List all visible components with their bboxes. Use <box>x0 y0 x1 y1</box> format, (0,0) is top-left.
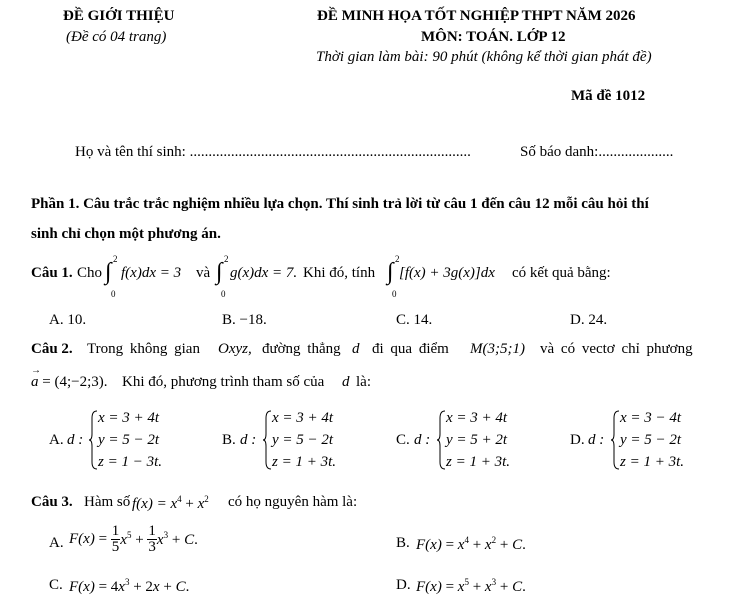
brace-icon <box>436 410 446 470</box>
upper-limit: 2 <box>224 254 229 264</box>
d-colon: d : <box>240 432 257 448</box>
integral-sign: ∫ <box>387 259 394 285</box>
q2-a-x: x = 3 + 4t <box>98 410 160 426</box>
integral-sign: ∫ <box>105 259 112 285</box>
q2-a-z: z = 1 − 3t. <box>98 454 162 470</box>
q2-d-z: z = 1 + 3t. <box>620 454 684 470</box>
q2-d2: d <box>342 374 350 390</box>
q3-option-a-expr: F(x) = $\frac{1}{5}$ $x^5$ + $\frac{1}{3}$ $x^3 + C$. <box>69 523 198 555</box>
q2-option-b-letter[interactable]: B. <box>222 432 236 448</box>
q2-line2: Khi đó, phương trình tham số của <box>122 374 325 390</box>
q3-text: Hàm số <box>84 494 131 510</box>
vector-a: a → <box>31 374 39 390</box>
q2-b-x: x = 3 + 4t <box>272 410 334 426</box>
exam-title: ĐỀ MINH HỌA TỐT NGHIỆP THPT NĂM 2026 <box>317 8 636 24</box>
q2-point: M(3;5;1) <box>470 341 525 357</box>
q2-oxyz: Oxyz, <box>218 341 252 357</box>
q2-d-x: x = 3 − 4t <box>620 410 682 426</box>
frac-num: 1 <box>111 523 120 539</box>
q1-option-b[interactable]: B. −18. <box>222 312 267 328</box>
q3-option-a[interactable]: A. <box>49 535 64 551</box>
brace-icon <box>88 410 98 470</box>
frac-den: 5 <box>111 539 120 555</box>
q3-option-c[interactable]: C. <box>49 577 63 593</box>
part1-title: Phần 1. Câu trắc trắc nghiệm nhiều lựa chọn. Thí sinh trả lời từ câu 1 đến câu 12 mỗi câu hỏi thí <box>31 196 649 212</box>
q2-text: Trong không gian <box>87 341 200 357</box>
q1-expr2: g(x)dx = 7. <box>230 265 298 281</box>
q1-text: Cho <box>77 265 103 281</box>
page-count: (Đề có 04 trang) <box>66 29 167 45</box>
q1-expr3: [f(x) + 3g(x)]dx <box>399 265 495 281</box>
exam-code: Mã đề 1012 <box>571 88 646 104</box>
q2-line2b: là: <box>356 374 371 390</box>
q1-option-a[interactable]: A. 10. <box>49 312 87 328</box>
d-colon: d : <box>67 432 84 448</box>
q2-text-d: và có vectơ chỉ phương <box>540 341 693 357</box>
d-colon: d : <box>414 432 431 448</box>
lower-limit: 0 <box>221 289 226 299</box>
left-title: ĐỀ GIỚI THIỆU <box>63 8 175 24</box>
student-id-field: Số báo danh:.................... <box>520 144 674 160</box>
d-colon: d : <box>588 432 605 448</box>
q2-text-c: đi qua điểm <box>372 341 449 357</box>
q2-b-z: z = 1 + 3t. <box>272 454 336 470</box>
q2-d: d <box>352 341 360 357</box>
lower-limit: 0 <box>111 289 116 299</box>
q3-option-c-expr: $F(x) = 4x^3 + 2x + C$. <box>69 577 190 595</box>
q2-a-y: y = 5 − 2t <box>98 432 160 448</box>
q3-func: f(x) = x <box>132 496 178 512</box>
lower-limit: 0 <box>392 289 397 299</box>
q2-option-d-letter[interactable]: D. <box>570 432 585 448</box>
upper-limit: 2 <box>395 254 400 264</box>
upper-limit: 2 <box>113 254 118 264</box>
integral-sign: ∫ <box>216 259 223 285</box>
q1-option-d[interactable]: D. 24. <box>570 312 608 328</box>
q1-option-c[interactable]: C. 14. <box>396 312 433 328</box>
q2-b-y: y = 5 − 2t <box>272 432 334 448</box>
q1-text4: có kết quả bằng: <box>512 265 611 281</box>
student-name-field: Họ và tên thí sinh: ........................................................................... <box>75 144 471 160</box>
q3-option-d[interactable]: D. <box>396 577 411 593</box>
q2-c-z: z = 1 + 3t. <box>446 454 510 470</box>
q3-label: Câu 3. <box>31 494 73 510</box>
time-limit: Thời gian làm bài: 90 phút (không kể thời gian phát đề) <box>316 49 652 65</box>
brace-icon <box>610 410 620 470</box>
q2-option-a-letter[interactable]: A. <box>49 432 64 448</box>
frac-num: 1 <box>148 523 156 539</box>
q2-c-y: y = 5 + 2t <box>446 432 508 448</box>
brace-icon <box>262 410 272 470</box>
q2-c-x: x = 3 + 4t <box>446 410 508 426</box>
q1-label: Câu 1. <box>31 265 73 281</box>
q1-text2: và <box>196 265 211 281</box>
q2-option-c-letter[interactable]: C. <box>396 432 410 448</box>
frac-den: 3 <box>148 539 156 555</box>
q1-expr1: f(x)dx = 3 <box>121 265 182 281</box>
q3-option-d-expr: $F(x) = x^5 + x^3 + C$. <box>416 577 526 595</box>
q1-text3: Khi đó, tính <box>303 265 376 281</box>
q3-option-b[interactable]: B. <box>396 535 410 551</box>
q3-text2: có họ nguyên hàm là: <box>228 494 358 510</box>
q2-d-y: y = 5 − 2t <box>620 432 682 448</box>
part1-title-cont: sinh chỉ chọn một phương án. <box>31 226 221 242</box>
q3-option-b-expr: $F(x) = x^4 + x^2 + C$. <box>416 535 526 553</box>
q2-label: Câu 2. <box>31 341 73 357</box>
q2-text-b: đường thẳng <box>262 341 341 357</box>
subject: MÔN: TOÁN. LỚP 12 <box>421 29 566 45</box>
vector-value: = (4;−2;3). <box>42 374 108 390</box>
